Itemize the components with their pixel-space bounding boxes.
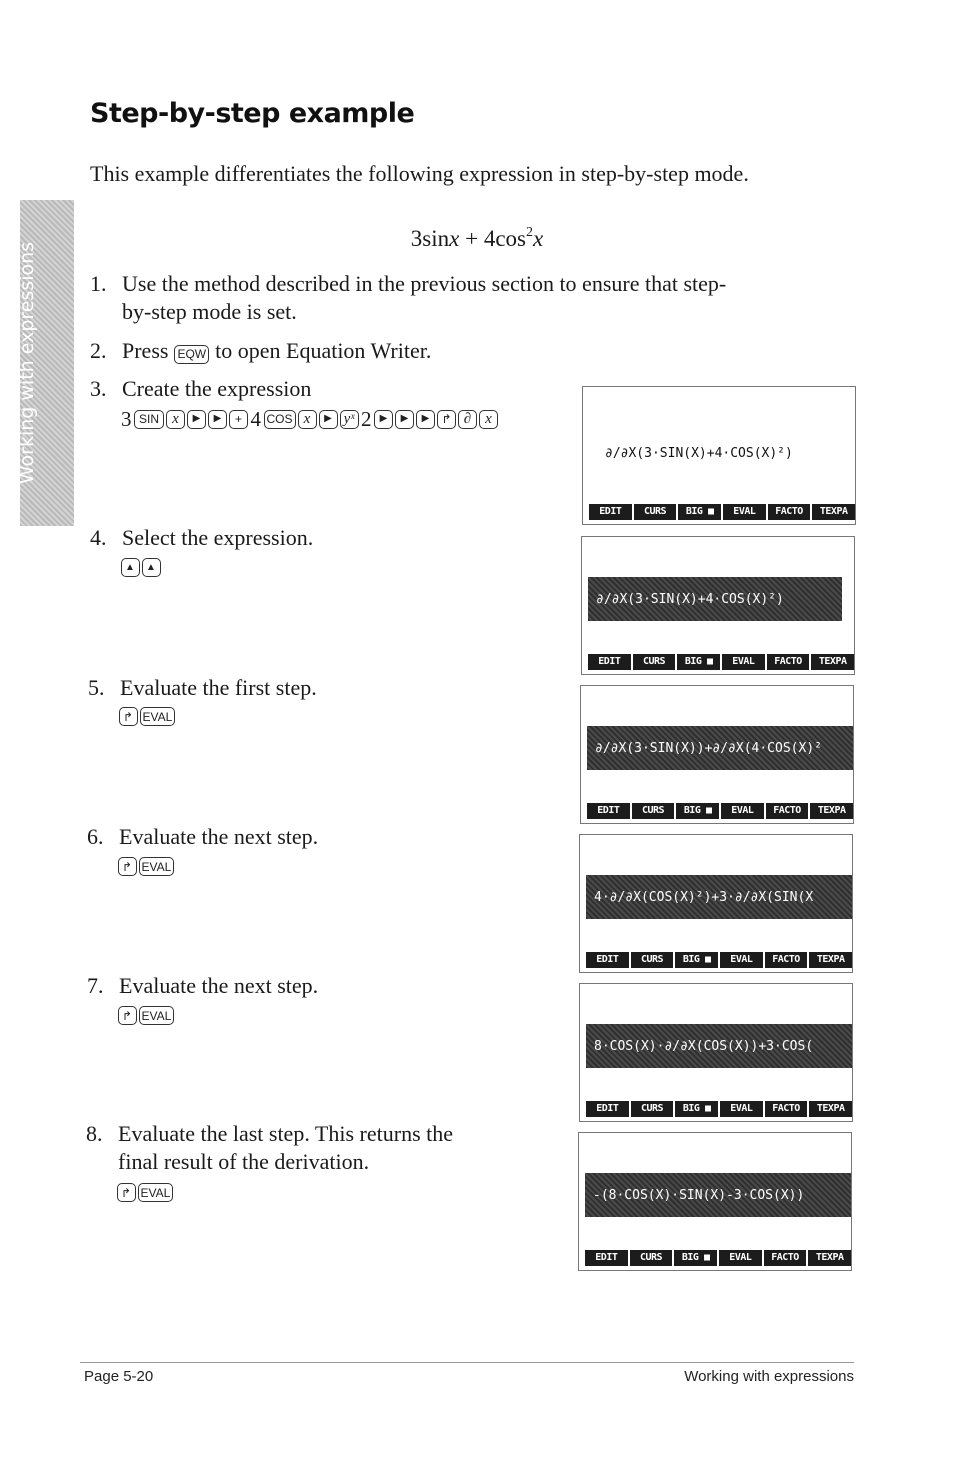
softkey-menu [585, 1250, 851, 1266]
plus-key[interactable]: + [229, 410, 248, 429]
right-arrow-key[interactable]: ▶ [374, 410, 393, 429]
calculator-screen-4 [579, 834, 853, 973]
right-arrow-key[interactable]: ▶ [395, 410, 414, 429]
softkey-edit[interactable]: EDIT [585, 1250, 628, 1266]
softkey-edit[interactable]: EDIT [586, 1101, 629, 1117]
eval-key[interactable]: EVAL [139, 857, 175, 876]
softkey-texpa[interactable]: TEXPA [811, 654, 854, 670]
x-key[interactable]: x [166, 410, 185, 429]
softkey-texpa[interactable]: TEXPA [812, 504, 855, 520]
up-arrow-key[interactable]: ▲ [121, 558, 140, 577]
softkey-menu [588, 654, 854, 670]
softkey-texpa[interactable]: TEXPA [809, 1101, 852, 1117]
example-formula: $3\sin x + 4\cos^2x$ [410, 225, 544, 251]
softkey-big[interactable]: BIG ■ [675, 952, 718, 968]
softkey-texpa[interactable]: TEXPA [810, 803, 853, 819]
footer-rule [80, 1362, 854, 1363]
right-shift-key[interactable]: ↱ [119, 707, 138, 726]
softkey-big[interactable]: BIG ■ [674, 1250, 717, 1266]
softkey-edit[interactable]: EDIT [587, 803, 630, 819]
derivative-key[interactable]: ∂ [458, 410, 477, 429]
softkey-big[interactable]: BIG ■ [676, 803, 719, 819]
cos-key[interactable]: COS [264, 410, 296, 429]
softkey-eval[interactable]: EVAL [721, 803, 764, 819]
eval-key[interactable]: EVAL [140, 707, 176, 726]
intro-paragraph: This example differentiates the following expression in step-by-step mode. [90, 161, 749, 186]
calculator-screen-2 [581, 536, 855, 675]
softkey-big[interactable]: BIG ■ [675, 1101, 718, 1117]
softkey-eval[interactable]: EVAL [719, 1250, 762, 1266]
softkey-edit[interactable]: EDIT [586, 952, 629, 968]
sin-key[interactable]: SIN [134, 410, 164, 429]
softkey-curs[interactable]: CURS [633, 654, 676, 670]
screen-expression-selected: ∂/∂X(3·SIN(X))+∂/∂X(4·COS(X)² [587, 726, 853, 770]
softkey-edit[interactable]: EDIT [588, 654, 631, 670]
softkey-eval[interactable]: EVAL [720, 952, 763, 968]
screen-expression-selected: 8·COS(X)·∂/∂X(COS(X))+3·COS( [586, 1024, 852, 1068]
footer-section-title: Working with expressions [684, 1368, 854, 1385]
calculator-screen-1 [582, 386, 856, 525]
softkey-texpa[interactable]: TEXPA [808, 1250, 851, 1266]
softkey-eval[interactable]: EVAL [720, 1101, 763, 1117]
softkey-menu [586, 1101, 852, 1117]
calculator-screen-5 [579, 983, 853, 1122]
right-arrow-key[interactable]: ▶ [319, 410, 338, 429]
right-shift-key[interactable]: ↱ [118, 1006, 137, 1025]
softkey-curs[interactable]: CURS [631, 1101, 674, 1117]
right-arrow-key[interactable]: ▶ [416, 410, 435, 429]
up-arrow-key[interactable]: ▲ [142, 558, 161, 577]
screen-expression-selected: ∂/∂X(3·SIN(X)+4·COS(X)²) [588, 577, 842, 621]
screen-expression-selected: -(8·COS(X)·SIN(X)-3·COS(X)) [585, 1173, 851, 1217]
softkey-menu [586, 952, 852, 968]
softkey-edit[interactable]: EDIT [589, 504, 632, 520]
softkey-curs[interactable]: CURS [632, 803, 675, 819]
softkey-big[interactable]: BIG ■ [678, 504, 721, 520]
eqw-key[interactable]: EQW [174, 345, 209, 364]
x-key[interactable]: x [479, 410, 498, 429]
eval-key[interactable]: EVAL [139, 1006, 175, 1025]
screen-expression: ∂/∂X(3·SIN(X)+4·COS(X)²) [605, 445, 793, 461]
right-arrow-key[interactable]: ▶ [187, 410, 206, 429]
softkey-facto[interactable]: FACTO [765, 952, 808, 968]
step-6-keystrokes [117, 857, 175, 876]
step-4-keystrokes [120, 558, 161, 577]
softkey-eval[interactable]: EVAL [722, 654, 765, 670]
power-key[interactable]: yˣ [340, 410, 359, 429]
right-arrow-key[interactable]: ▶ [208, 410, 227, 429]
x-key[interactable]: x [298, 410, 317, 429]
softkey-curs[interactable]: CURS [630, 1250, 673, 1266]
right-shift-key[interactable]: ↱ [117, 1183, 136, 1202]
right-shift-key[interactable]: ↱ [437, 410, 456, 429]
step-8-keystrokes [116, 1183, 174, 1202]
softkey-menu [589, 504, 855, 520]
softkey-menu [587, 803, 853, 819]
softkey-facto[interactable]: FACTO [766, 803, 809, 819]
softkey-facto[interactable]: FACTO [765, 1101, 808, 1117]
softkey-big[interactable]: BIG ■ [677, 654, 720, 670]
softkey-facto[interactable]: FACTO [764, 1250, 807, 1266]
softkey-facto[interactable]: FACTO [768, 504, 811, 520]
softkey-texpa[interactable]: TEXPA [809, 952, 852, 968]
page-number: Page 5-20 [84, 1368, 154, 1385]
step-3-keystrokes: 3 SIN x ▶ ▶ + 4 COS x ▶ yˣ 2 ▶ ▶ ▶ ↱ ∂ x [120, 406, 560, 432]
eval-key[interactable]: EVAL [138, 1183, 174, 1202]
softkey-facto[interactable]: FACTO [767, 654, 810, 670]
screen-expression-selected: 4·∂/∂X(COS(X)²)+3·∂/∂X(SIN(X [586, 875, 852, 919]
softkey-eval[interactable]: EVAL [723, 504, 766, 520]
right-shift-key[interactable]: ↱ [118, 857, 137, 876]
calculator-screen-3 [580, 685, 854, 824]
step-5-keystrokes [118, 707, 176, 726]
section-heading: Step-by-step example [90, 98, 415, 129]
softkey-curs[interactable]: CURS [631, 952, 674, 968]
step-7-keystrokes [117, 1006, 175, 1025]
calculator-screen-6 [578, 1132, 852, 1271]
softkey-curs[interactable]: CURS [634, 504, 677, 520]
